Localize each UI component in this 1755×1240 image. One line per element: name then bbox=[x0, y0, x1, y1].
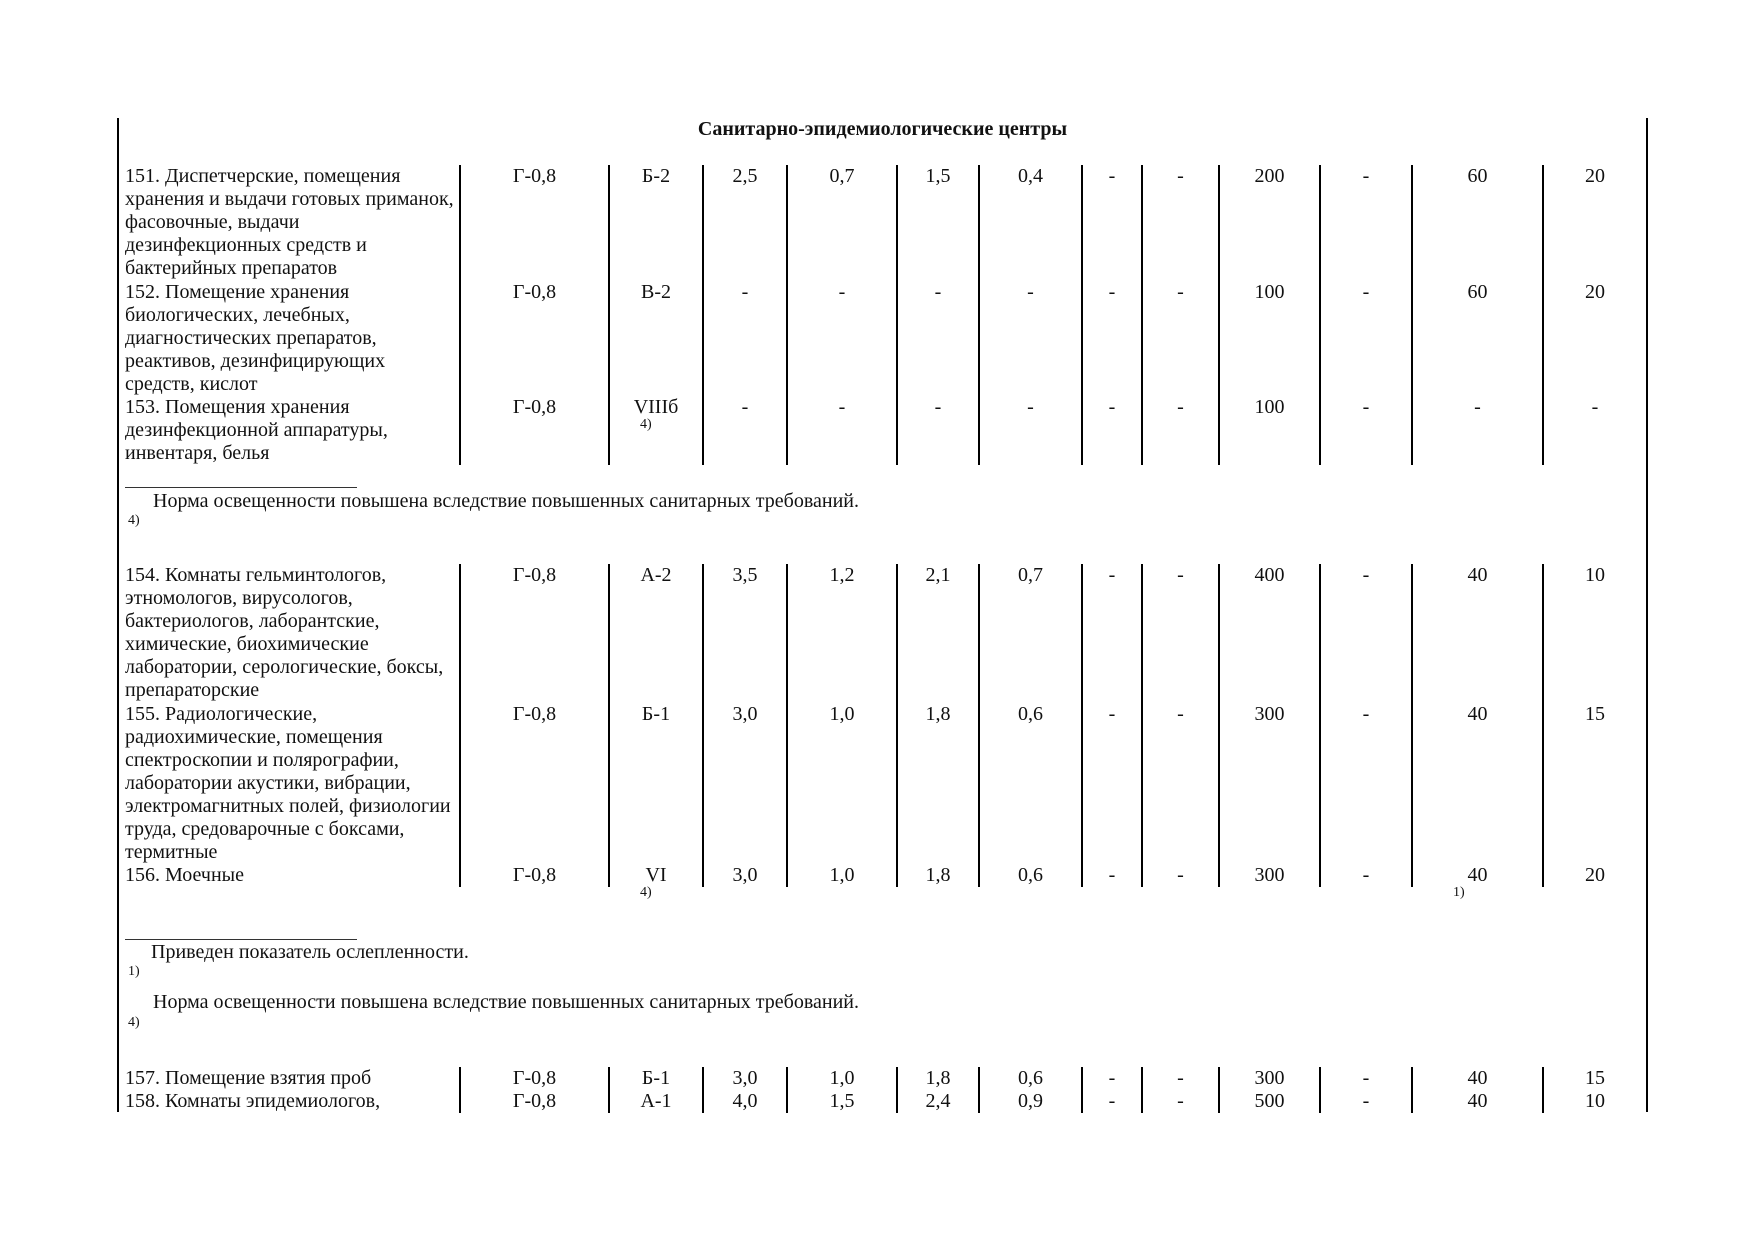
cell-value: 100 bbox=[1254, 280, 1285, 303]
cell-value: - bbox=[1177, 864, 1184, 887]
row-cell bbox=[897, 864, 979, 887]
row-cell bbox=[897, 165, 979, 281]
cell-value: 15 bbox=[1585, 702, 1605, 725]
cell-value: 3,5 bbox=[732, 564, 758, 586]
row-cell bbox=[609, 564, 703, 703]
row-cell bbox=[897, 396, 979, 465]
row-cell bbox=[1412, 396, 1543, 465]
section-title: Санитарно-эпидемиологические центры bbox=[697, 118, 1068, 140]
cell-value: - bbox=[1177, 1067, 1184, 1089]
cell-value: 40 bbox=[1467, 1090, 1488, 1113]
row-cell bbox=[1320, 564, 1412, 703]
row-cell bbox=[460, 396, 609, 465]
cell-value: 40 bbox=[1467, 702, 1488, 725]
row-cell bbox=[460, 703, 609, 865]
row-cell bbox=[1320, 864, 1412, 887]
cell-value: 1,5 bbox=[925, 165, 951, 187]
row-cell bbox=[1219, 281, 1320, 397]
row-cell bbox=[1412, 1090, 1543, 1113]
footnote-mark: 1) bbox=[128, 964, 140, 979]
row-cell bbox=[1219, 564, 1320, 703]
row-cell bbox=[1412, 281, 1543, 397]
row-name: 155. Радиологические, радиохимические, помещения спектроскопии и полярографии, лаборатории акустики, вибрации, электромагнитных полей, физиологии труда, средоварочные с боксами, термитные bbox=[119, 703, 460, 865]
row-cell bbox=[1082, 864, 1142, 887]
table-row bbox=[119, 396, 1646, 465]
row-name: 154. Комнаты гельминтологов, этномологов, вирусологов, бактериологов, лаборантские, химические, биохимические лаборатории, серологические, боксы, препараторские bbox=[119, 564, 460, 703]
row-name: 151. Диспетчерские, помещения хранения и выдачи готовых приманок, фасовочные, выдачи дезинфекционных средств и бактерийных препаратов bbox=[119, 165, 460, 281]
cell-value: Б-1 bbox=[641, 702, 671, 725]
row-cell bbox=[1219, 1090, 1320, 1113]
cell-value: 10 bbox=[1585, 564, 1605, 586]
cell-value: - bbox=[1362, 864, 1370, 887]
cell-value: 2,1 bbox=[925, 564, 951, 586]
cell-value: 1,2 bbox=[829, 564, 855, 586]
row-cell bbox=[979, 281, 1082, 397]
row-cell bbox=[703, 396, 787, 465]
row-cell bbox=[703, 1090, 787, 1113]
footnote-separator bbox=[125, 487, 357, 488]
table-row bbox=[119, 165, 1646, 281]
row-cell bbox=[609, 165, 703, 281]
row-cell bbox=[1320, 1067, 1412, 1090]
footnote-mark: 4) bbox=[128, 513, 140, 528]
row-cell bbox=[1082, 281, 1142, 397]
row-cell bbox=[609, 1067, 703, 1090]
row-cell bbox=[1142, 864, 1219, 887]
cell-value: - bbox=[1362, 1067, 1370, 1089]
cell-value: 0,6 bbox=[1018, 702, 1043, 725]
footnote-text: Норма освещенности повышена вследствие повышенных санитарных требований. bbox=[153, 991, 859, 1013]
row-cell bbox=[1320, 396, 1412, 465]
cell-value: - bbox=[1362, 280, 1370, 303]
cell-value: 1,0 bbox=[829, 702, 855, 725]
row-cell bbox=[979, 165, 1082, 281]
cell-value: - bbox=[934, 280, 942, 303]
row-cell bbox=[1142, 703, 1219, 865]
cell-value: 3,0 bbox=[732, 864, 758, 887]
footnote-reference: 4) bbox=[640, 417, 652, 432]
cell-value: Г-0,8 bbox=[512, 165, 557, 187]
cell-value: - bbox=[1027, 280, 1034, 303]
row-cell bbox=[1219, 165, 1320, 281]
cell-value: - bbox=[838, 396, 846, 418]
row-cell bbox=[460, 564, 609, 703]
row-cell bbox=[609, 1090, 703, 1113]
row-cell bbox=[1142, 1067, 1219, 1090]
row-cell bbox=[787, 1090, 897, 1113]
row-cell bbox=[460, 281, 609, 397]
cell-value: 400 bbox=[1254, 564, 1285, 586]
cell-value: - bbox=[1177, 702, 1184, 725]
row-cell bbox=[1082, 396, 1142, 465]
table-row bbox=[119, 1090, 1646, 1113]
row-cell bbox=[1412, 564, 1543, 703]
table-section-2 bbox=[119, 564, 1646, 901]
footnote-reference: 1) bbox=[1453, 885, 1465, 901]
row-cell bbox=[1412, 165, 1543, 281]
cell-value: - bbox=[1027, 396, 1034, 418]
row-cell bbox=[787, 165, 897, 281]
table-row bbox=[119, 564, 1646, 703]
cell-value: В-2 bbox=[641, 280, 671, 303]
cell-value: Г-0,8 bbox=[512, 864, 557, 887]
row-cell bbox=[703, 165, 787, 281]
cell-value: VIIIб bbox=[633, 396, 679, 418]
cell-value: 200 bbox=[1254, 165, 1285, 187]
cell-value: - bbox=[741, 280, 749, 303]
cell-value: Б-2 bbox=[641, 165, 671, 187]
row-cell bbox=[609, 281, 703, 397]
cell-value: - bbox=[1177, 280, 1184, 303]
row-cell bbox=[1082, 165, 1142, 281]
row-cell bbox=[979, 396, 1082, 465]
row-cell bbox=[609, 396, 703, 465]
row-cell bbox=[1543, 1067, 1646, 1090]
cell-value: 0,4 bbox=[1018, 165, 1043, 187]
row-cell bbox=[1543, 165, 1646, 281]
row-cell bbox=[1412, 1067, 1543, 1090]
cell-value: 4,0 bbox=[732, 1090, 758, 1113]
cell-value: 40 bbox=[1467, 864, 1488, 887]
row-cell bbox=[703, 564, 787, 703]
cell-value: 10 bbox=[1585, 1090, 1605, 1113]
row-cell bbox=[897, 1090, 979, 1113]
row-cell bbox=[1543, 564, 1646, 703]
cell-value: - bbox=[1362, 564, 1370, 586]
row-cell bbox=[609, 703, 703, 865]
row-cell bbox=[787, 864, 897, 887]
cell-value: 1,8 bbox=[925, 864, 951, 887]
cell-value: - bbox=[1362, 1090, 1370, 1113]
row-cell bbox=[1219, 396, 1320, 465]
cell-value: - bbox=[838, 280, 846, 303]
row-cell bbox=[703, 281, 787, 397]
cell-value: 40 bbox=[1467, 1067, 1488, 1089]
cell-value: - bbox=[1362, 165, 1370, 187]
cell-value: - bbox=[1108, 280, 1116, 303]
cell-value: 500 bbox=[1254, 1090, 1285, 1113]
cell-value: - bbox=[934, 396, 942, 418]
cell-value: 300 bbox=[1254, 1067, 1285, 1089]
row-cell bbox=[1142, 165, 1219, 281]
cell-value: 1,8 bbox=[925, 1067, 951, 1089]
row-cell bbox=[979, 564, 1082, 703]
cell-value: - bbox=[1177, 564, 1184, 586]
row-cell bbox=[1320, 703, 1412, 865]
row-cell bbox=[1082, 1067, 1142, 1090]
cell-value: - bbox=[1108, 165, 1116, 187]
footnote-mark: 4) bbox=[128, 1015, 140, 1030]
cell-value: 0,7 bbox=[829, 165, 855, 187]
cell-value: Г-0,8 bbox=[512, 1067, 557, 1089]
cell-value: - bbox=[1362, 702, 1370, 725]
cell-value: - bbox=[1177, 1090, 1184, 1113]
footnote-reference: 4) bbox=[640, 885, 652, 901]
cell-value: 0,9 bbox=[1018, 1090, 1043, 1113]
footnote-text: Приведен показатель ослепленности. bbox=[151, 941, 469, 963]
row-cell bbox=[1543, 396, 1646, 465]
cell-value: 0,6 bbox=[1018, 864, 1043, 887]
cell-value: 1,0 bbox=[829, 864, 855, 887]
cell-value: - bbox=[1108, 1090, 1116, 1113]
footnote-separator bbox=[125, 939, 357, 940]
cell-value: 300 bbox=[1254, 864, 1285, 887]
cell-value: 2,4 bbox=[925, 1090, 951, 1113]
row-cell bbox=[460, 1090, 609, 1113]
row-cell bbox=[1142, 396, 1219, 465]
cell-value: 20 bbox=[1585, 165, 1605, 187]
row-cell bbox=[703, 1067, 787, 1090]
cell-value: VI bbox=[645, 864, 667, 887]
cell-value: А-1 bbox=[640, 1090, 672, 1113]
table-row bbox=[119, 281, 1646, 397]
row-cell bbox=[979, 1090, 1082, 1113]
row-name: 158. Комнаты эпидемиологов, bbox=[119, 1090, 460, 1113]
table-row bbox=[119, 1067, 1646, 1090]
row-cell bbox=[979, 703, 1082, 865]
row-cell bbox=[897, 281, 979, 397]
row-cell bbox=[1412, 703, 1543, 865]
cell-value: 20 bbox=[1585, 280, 1605, 303]
row-cell bbox=[1219, 703, 1320, 865]
cell-value: - bbox=[1108, 702, 1116, 725]
cell-value: 20 bbox=[1585, 864, 1605, 887]
row-cell bbox=[703, 864, 787, 887]
cell-value: - bbox=[1177, 396, 1184, 418]
right-frame-line bbox=[1646, 118, 1648, 1112]
cell-value: - bbox=[1108, 864, 1116, 887]
cell-value: - bbox=[1108, 1067, 1116, 1089]
table-section-3 bbox=[119, 1067, 1646, 1113]
cell-value: 3,0 bbox=[732, 702, 758, 725]
row-cell bbox=[460, 1067, 609, 1090]
row-cell bbox=[897, 703, 979, 865]
row-cell bbox=[1320, 281, 1412, 397]
cell-value: - bbox=[1108, 396, 1116, 418]
table-section-1 bbox=[119, 165, 1646, 465]
row-cell bbox=[703, 703, 787, 865]
row-cell bbox=[1082, 1090, 1142, 1113]
cell-value: А-2 bbox=[640, 564, 672, 586]
cell-value: 1,8 bbox=[925, 702, 951, 725]
row-cell bbox=[787, 564, 897, 703]
cell-value: 100 bbox=[1254, 396, 1285, 418]
cell-value: 0,7 bbox=[1018, 564, 1043, 586]
cell-value: Г-0,8 bbox=[512, 280, 557, 303]
cell-value: 3,0 bbox=[732, 1067, 758, 1089]
row-cell bbox=[1320, 165, 1412, 281]
row-cell bbox=[1142, 564, 1219, 703]
row-cell bbox=[787, 281, 897, 397]
cell-value: - bbox=[741, 396, 749, 418]
cell-value: - bbox=[1591, 396, 1599, 418]
cell-value: Г-0,8 bbox=[512, 396, 557, 418]
table-row bbox=[119, 703, 1646, 865]
cell-value: - bbox=[1108, 564, 1116, 586]
cell-value: 60 bbox=[1467, 165, 1488, 187]
row-cell bbox=[787, 396, 897, 465]
row-cell bbox=[1142, 281, 1219, 397]
cell-value: - bbox=[1474, 396, 1481, 418]
row-cell bbox=[1412, 864, 1543, 901]
row-cell bbox=[979, 1067, 1082, 1090]
row-cell bbox=[1543, 1090, 1646, 1113]
cell-value: 0,6 bbox=[1018, 1067, 1043, 1089]
cell-value: Г-0,8 bbox=[512, 1090, 557, 1113]
row-cell bbox=[1543, 864, 1646, 887]
row-cell bbox=[460, 165, 609, 281]
cell-value: Б-1 bbox=[641, 1067, 671, 1089]
row-cell bbox=[1543, 281, 1646, 397]
row-cell bbox=[609, 864, 703, 901]
row-cell bbox=[1320, 1090, 1412, 1113]
cell-value: 60 bbox=[1467, 280, 1488, 303]
row-cell bbox=[1219, 1067, 1320, 1090]
footnote-text: Норма освещенности повышена вследствие повышенных санитарных требований. bbox=[153, 490, 859, 512]
row-name: 152. Помещение хранения биологических, лечебных, диагностических препаратов, реактивов, дезинфицирующих средств, кислот bbox=[119, 281, 460, 397]
row-cell bbox=[1082, 564, 1142, 703]
cell-value: 1,5 bbox=[829, 1090, 855, 1113]
cell-value: 15 bbox=[1585, 1067, 1605, 1089]
cell-value: Г-0,8 bbox=[512, 564, 557, 586]
row-cell bbox=[787, 703, 897, 865]
row-cell bbox=[897, 1067, 979, 1090]
cell-value: 40 bbox=[1467, 564, 1488, 586]
cell-value: - bbox=[1177, 165, 1184, 187]
cell-value: 2,5 bbox=[732, 165, 758, 187]
row-cell bbox=[1142, 1090, 1219, 1113]
cell-value: 300 bbox=[1254, 702, 1285, 725]
cell-value: Г-0,8 bbox=[512, 702, 557, 725]
cell-value: - bbox=[1362, 396, 1370, 418]
row-name: 157. Помещение взятия проб bbox=[119, 1067, 460, 1090]
row-cell bbox=[1543, 703, 1646, 865]
row-cell bbox=[979, 864, 1082, 887]
row-cell bbox=[787, 1067, 897, 1090]
row-cell bbox=[460, 864, 609, 887]
cell-value: 1,0 bbox=[829, 1067, 855, 1089]
row-name: 156. Моечные bbox=[119, 864, 460, 887]
table-row bbox=[119, 864, 1646, 887]
row-cell bbox=[1082, 703, 1142, 865]
row-cell bbox=[1219, 864, 1320, 887]
row-name: 153. Помещения хранения дезинфекционной аппаратуры, инвентаря, белья bbox=[119, 396, 460, 465]
row-cell bbox=[897, 564, 979, 703]
